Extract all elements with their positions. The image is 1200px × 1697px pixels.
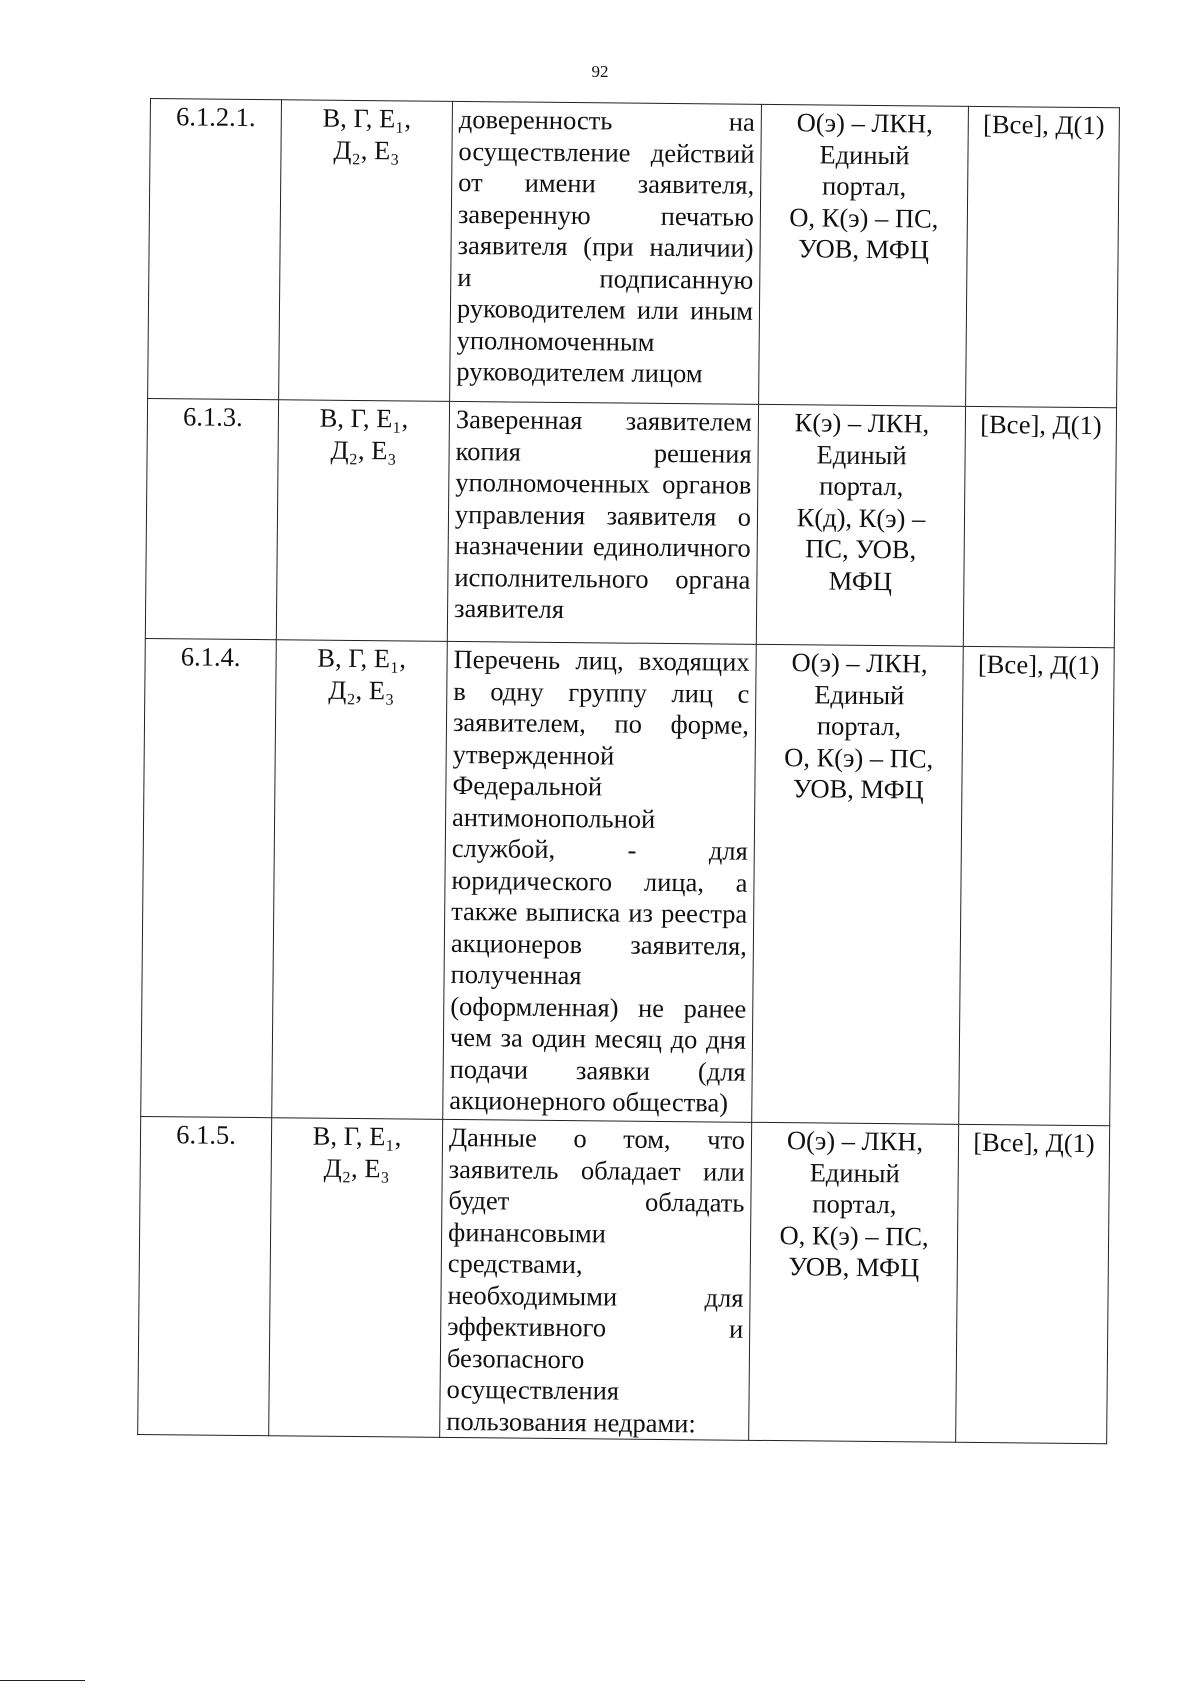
- submission-method-line: О(э) – ЛКН,: [791, 647, 928, 679]
- submission-method-line: портал,: [816, 710, 902, 742]
- submission-method-line: Единый: [816, 438, 907, 470]
- applicant-codes-cell: [276, 400, 449, 642]
- submission-method-line: МФЦ: [828, 565, 893, 596]
- submission-method-line: К(д), К(э) –: [796, 501, 926, 533]
- submission-method-line: УОВ, МФЦ: [788, 1251, 920, 1283]
- submission-method-line: Единый: [819, 138, 910, 170]
- submission-methods-cell: [749, 1122, 959, 1442]
- submission-method-line: Единый: [809, 1156, 900, 1188]
- submission-method-line: Единый: [814, 678, 905, 710]
- applicant-codes-cell: [279, 100, 453, 402]
- table-row: [141, 638, 1115, 1125]
- applicant-codes-line: Д₂, Е₃: [323, 1152, 390, 1183]
- submission-method-line: О, К(э) – ПС,: [784, 741, 934, 774]
- applicant-codes-cell: [269, 1118, 443, 1438]
- applicant-codes-cell: [272, 640, 448, 1120]
- submission-method-line: О(э) – ЛКН,: [786, 1125, 924, 1157]
- applicant-codes-line: В, Г, Е₁,: [322, 102, 412, 134]
- applicant-codes-line: Д₂, Е₃: [333, 134, 400, 165]
- document-description: Заверенная заявителем копия решения уполномоченных органов управления заявителя о назначении единоличного исполнительного органа заявителя: [447, 401, 758, 644]
- submission-method-line: УОВ, МФЦ: [798, 233, 930, 265]
- submission-method-line: О, К(э) – ПС,: [779, 1219, 929, 1252]
- submission-methods-cell: [752, 644, 964, 1124]
- table-row: [145, 398, 1116, 647]
- row-number: 6.1.4.: [141, 638, 277, 1117]
- submission-methods-cell: [759, 104, 969, 406]
- submission-methods-cell: [756, 404, 965, 646]
- applicant-codes-line: Д₂, Е₃: [330, 434, 397, 465]
- submission-method-line: О, К(э) – ПС,: [789, 201, 939, 234]
- submission-method-line: портал,: [819, 470, 904, 502]
- submission-method-line: портал,: [812, 1188, 897, 1220]
- row-number: 6.1.5.: [138, 1116, 272, 1435]
- submission-method-line: УОВ, МФЦ: [792, 773, 924, 805]
- applicant-codes-line: В, Г, Е₁,: [319, 402, 409, 434]
- submission-method-line: ПС, УОВ,: [805, 533, 917, 565]
- footnote-divider: [0, 1680, 85, 1681]
- row-number: 6.1.2.1.: [148, 99, 282, 400]
- category-cell: [Все], Д(1): [963, 406, 1116, 647]
- row-number: 6.1.3.: [145, 398, 278, 639]
- requirements-table: [137, 98, 1120, 1444]
- submission-method-line: портал,: [822, 170, 907, 202]
- applicant-codes-line: Д₂, Е₃: [328, 674, 395, 705]
- category-cell: [Все], Д(1): [966, 106, 1120, 407]
- table-row: [148, 99, 1120, 408]
- page-number: 92: [591, 62, 609, 81]
- table-row: [138, 1116, 1110, 1443]
- document-description: Перечень лиц, входящих в одну группу лиц с заявителем, по форме, утвержденной Федеральной антимонопольной службой, - для юридического лица, а также выписка из реестра акционеров заявителя, полученная (оформленная) не ранее чем за один месяц до дня подачи заявки (для акционерного общества): [443, 641, 757, 1122]
- document-description: Данные о том, что заявитель обладает или будет обладать финансовыми средствами, необходимыми для эффективного и безопасного осуществления пользования недрами:: [440, 1119, 752, 1440]
- applicant-codes-line: В, Г, Е₁,: [312, 1120, 402, 1152]
- submission-method-line: О(э) – ЛКН,: [796, 107, 933, 139]
- applicant-codes-line: В, Г, Е₁,: [317, 642, 407, 674]
- submission-method-line: К(э) – ЛКН,: [794, 407, 930, 439]
- category-cell: [Все], Д(1): [956, 1124, 1110, 1443]
- category-cell: [Все], Д(1): [959, 646, 1115, 1125]
- document-description: доверенность на осуществление действий от имени заявителя, заверенную печатью заявителя (при наличии) и подписанную руководителем или иным уполномоченным руководителем лицом: [450, 101, 762, 404]
